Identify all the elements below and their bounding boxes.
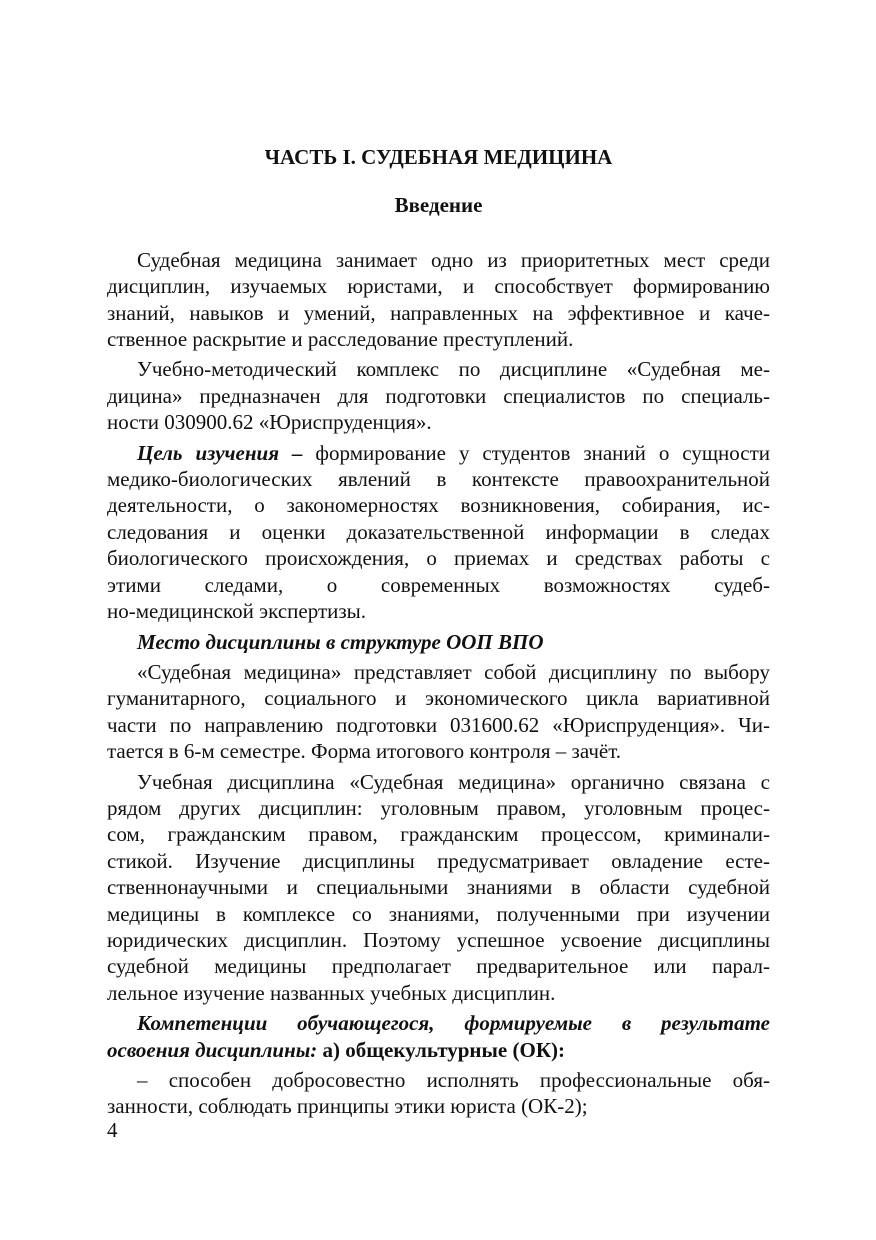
text-line: ственное раскрытие и расследование преступлений. bbox=[107, 327, 574, 352]
text-line: стикой. Изучение дисциплины предусматривает овладение есте- bbox=[107, 848, 770, 873]
text-line: сом, гражданским правом, гражданским процессом, криминали- bbox=[107, 822, 770, 847]
text-line bbox=[107, 440, 770, 466]
paragraph-goal bbox=[107, 440, 770, 625]
text-line: юридических дисциплин. Поэтому успешное усвоение дисциплины bbox=[107, 927, 770, 952]
text-line: Учебно-методический комплекс по дисциплине «Судебная ме- bbox=[137, 357, 770, 382]
competencies-heading-line1: Компетенции обучающегося, формируемые в результате bbox=[137, 1011, 770, 1036]
text-line: следования и оценки доказательственной информации в следах bbox=[107, 519, 770, 544]
paragraph-ok2 bbox=[107, 1067, 770, 1120]
text-line: – способен добросовестно исполнять профессиональные обя- bbox=[137, 1068, 770, 1092]
body-text bbox=[107, 247, 770, 1120]
text-line: лельное изучение названных учебных дисциплин. bbox=[107, 980, 556, 1005]
competencies-general: а) общекультурные (ОК): bbox=[317, 1037, 566, 1062]
text-line: дисциплин, изучаемых юристами, и способствует формированию bbox=[107, 274, 770, 299]
paragraph-intro bbox=[107, 247, 770, 353]
text-line: ственнонаучными и специальными знаниями в области судебной bbox=[107, 875, 770, 900]
text-line: биологического происхождения, о приемах и средствах работы с bbox=[107, 546, 770, 571]
paragraph-umk bbox=[107, 356, 770, 435]
paragraph-place-heading bbox=[107, 629, 770, 655]
text-line: Судебная медицина занимает одно из приоритетных мест среди bbox=[137, 247, 770, 272]
text-line: знаний, навыков и умений, направленных на эффективное и каче- bbox=[107, 300, 770, 325]
goal-heading: Цель изучения – bbox=[137, 440, 303, 465]
paragraph-place bbox=[107, 659, 770, 765]
paragraph-relations bbox=[107, 769, 770, 1007]
text-line: но-медицинской экспертизы. bbox=[107, 599, 367, 624]
text-line: медико-биологических явлений в контексте правоохранительной bbox=[107, 467, 770, 492]
page-number: 4 bbox=[107, 1118, 118, 1142]
section-title: Введение bbox=[394, 193, 483, 218]
paragraph-competencies bbox=[107, 1010, 770, 1063]
part-title: ЧАСТЬ I. СУДЕБНАЯ МЕДИЦИНА bbox=[264, 145, 613, 169]
text-line: судебной медицины предполагает предварительное или парал- bbox=[107, 954, 770, 979]
text-line: Учебная дисциплина «Судебная медицина» органично связана с bbox=[137, 769, 770, 794]
text-line bbox=[107, 1037, 770, 1063]
text-line: медицины в комплексе со знаниями, полученными при изучении bbox=[107, 901, 770, 926]
competencies-heading-line2: освоения дисциплины: bbox=[107, 1037, 318, 1062]
text-line: тается в 6-м семестре. Форма итогового контроля – зачёт. bbox=[107, 739, 622, 764]
text-line: гуманитарного, социального и экономического цикла вариативной bbox=[107, 686, 770, 711]
text-line: деятельности, о закономерностях возникновения, собирания, ис- bbox=[107, 493, 770, 518]
goal-text: формирование у студентов знаний о сущности bbox=[302, 440, 770, 465]
text-line: дицина» предназначен для подготовки специалистов по специаль- bbox=[107, 383, 770, 408]
page-text bbox=[107, 130, 770, 1124]
text-line: занности, соблюдать принципы этики юриста (ОК-2); bbox=[107, 1094, 588, 1119]
place-heading: Место дисциплины в структуре ООП ВПО bbox=[137, 629, 544, 654]
text-line: рядом других дисциплин: уголовным правом, уголовным процес- bbox=[107, 795, 770, 820]
text-line: ности 030900.62 «Юриспруденция». bbox=[107, 410, 432, 435]
text-line: части по направлению подготовки 031600.62 «Юриспруденция». Чи- bbox=[107, 712, 770, 737]
text-line: этими следами, о современных возможностях судеб- bbox=[107, 572, 770, 597]
text-line: «Судебная медицина» представляет собой дисциплину по выбору bbox=[137, 659, 770, 684]
